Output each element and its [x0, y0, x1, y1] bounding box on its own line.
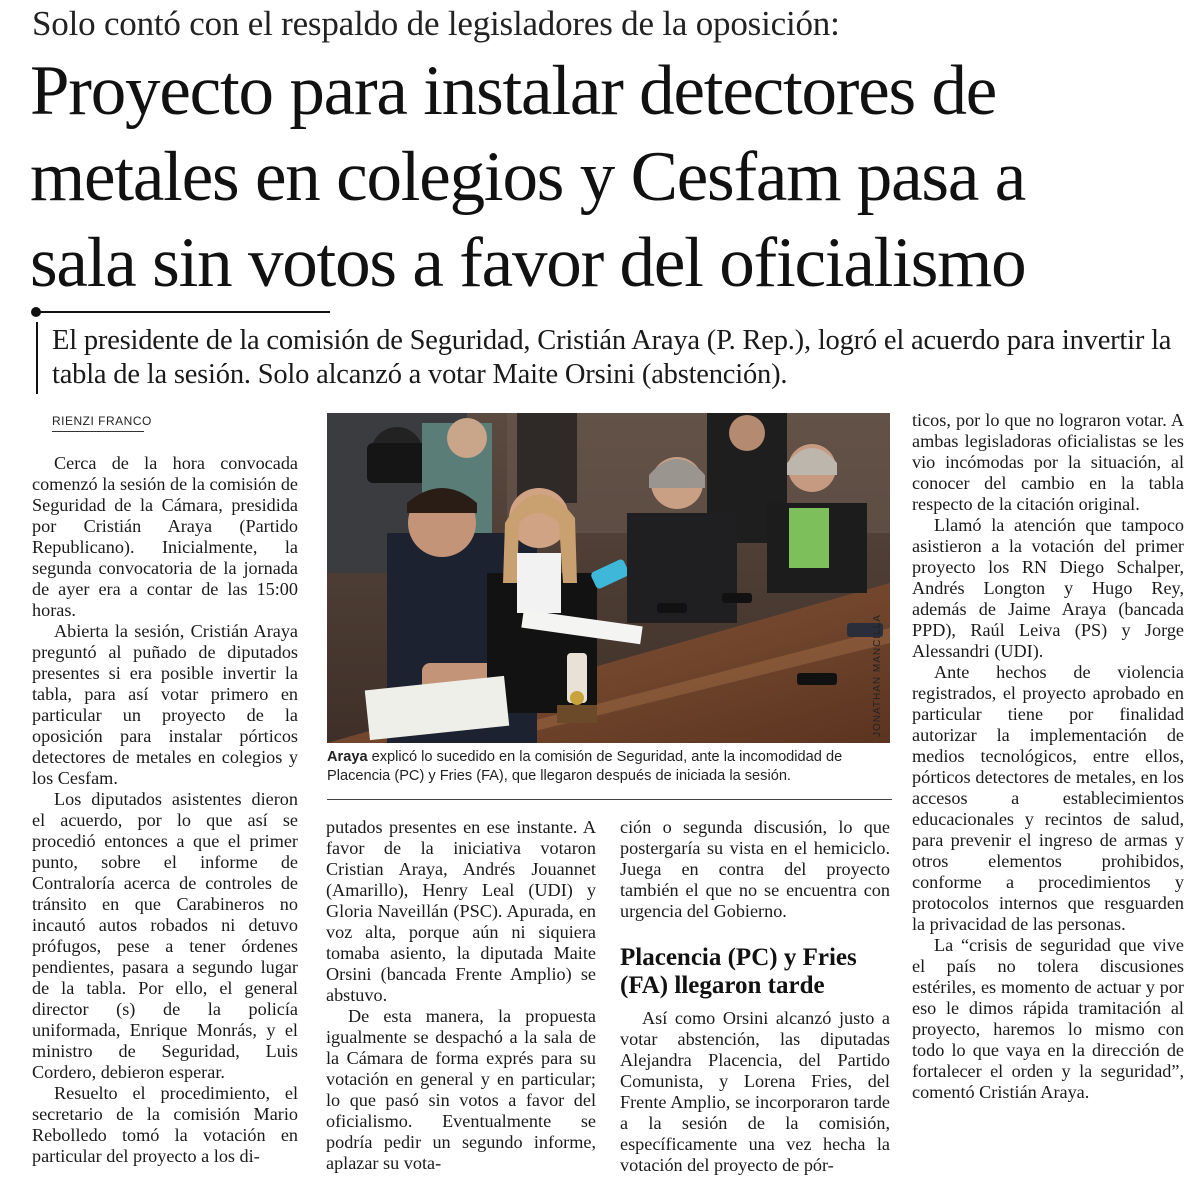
paragraph: Cerca de la hora convocada comenzó la sesión de la comisión de Seguridad de la Cámara, presidida por Cristián Araya (Partido Republicano). Inicialmente, la segunda convocatoria de la jornada de ayer era a contar de las 15:00 horas.	[32, 453, 298, 620]
column-3	[620, 817, 890, 1176]
paragraph: Los diputados asistentes dieron el acuerdo, por lo que así se procedió entonces a que el primer punto, sobre el informe de Contraloría acerca de controles de tránsito en que Carabineros no incautó autos robados ni detuvo prófugos, pese a tener órdenes pendientes, pasara a segundo lugar de la tabla. Por ello, el general director (s) de la policía uniformada, Enrique Monrás, y el ministro de Seguridad, Luis Cordero, debieron esperar.	[32, 789, 298, 1082]
paragraph: Resuelto el procedimiento, el secretario de la comisión Mario Rebolledo tomó la votación en particular del proyecto a los di-	[32, 1083, 298, 1166]
column-4	[912, 410, 1184, 1103]
caption-rule	[327, 799, 892, 800]
paragraph: ticos, por lo que no lograron votar. A ambas legisladoras oficialistas se les vio incómodas por la situación, al conocer del cambio en la tabla respecto de la citación original.	[912, 410, 1184, 514]
headline-line: sala sin votos a favor del oficialismo	[30, 224, 1026, 302]
photo-credit: JONATHAN MANCILLA	[872, 614, 883, 737]
paragraph: Abierta la sesión, Cristián Araya preguntó al puñado de diputados presentes si era posible invertir la tabla, para así votar primero en particular un proyecto de la oposición para instalar pórticos detectores de metales en colegios y los Cesfam.	[32, 621, 298, 788]
deck: El presidente de la comisión de Seguridad, Cristián Araya (P. Rep.), logró el acuerdo para invertir la tabla de la sesión. Solo alcanzó a votar Maite Orsini (abstención).	[52, 325, 1172, 390]
paragraph: Ante hechos de violencia registrados, el proyecto aprobado en particular tiene por finalidad autorizar la implementación de medios tecnológicos, entre ellos, pórticos detectores de metales, en los accesos a establecimientos educacionales y recintos de salud, para prevenir el ingreso de armas y otros elementos prohibidos, conforme a procedimientos y protocolos internos que resguarden la privacidad de las personas.	[912, 662, 1184, 934]
paragraph: putados presentes en ese instante. A favor de la iniciativa votaron Cristian Araya, Andrés Jouannet (Amarillo), Henry Leal (UDI) y Gloria Naveillán (PSC). Apurada, en voz alta, porque aún ni siquiera tomaba asiento, la diputada Maite Orsini (bancada Frente Amplio) se abstuvo.	[326, 817, 596, 1005]
photo-illustration	[327, 413, 890, 743]
caption-text: explicó lo sucedido en la comisión de Seguridad, ante la incomodidad de Placencia (PC) y Fries (FA), que llegaron después de iniciada la sesión.	[327, 749, 843, 784]
headline-line: metales en colegios y Cesfam pasa a	[30, 138, 1026, 216]
headline-line: Proyecto para instalar detectores de	[30, 52, 997, 130]
paragraph: Llamó la atención que tampoco asistieron a la votación del primer proyecto los RN Diego Schalper, Andrés Longton y Hugo Rey, además de Jaime Araya (bancada PPD), Raúl Leiva (PS) y Jorge Alessandri (UDI).	[912, 515, 1184, 661]
caption-lead: Araya	[327, 749, 368, 765]
rule-line	[36, 311, 330, 313]
column-2	[326, 817, 596, 1174]
subheading: Placencia (PC) y Fries (FA) llegaron tarde	[620, 944, 857, 999]
photo-caption	[327, 748, 897, 786]
news-photo	[327, 413, 890, 743]
kicker: Solo contó con el respaldo de legisladores de la oposición:	[32, 4, 840, 43]
column-1	[32, 453, 298, 1167]
headline	[30, 48, 1180, 306]
paragraph: De esta manera, la propuesta igualmente se despachó a la sala de la Cámara de forma exprés para su votación en general y en particular; lo que pasó sin votos a favor del oficialismo. Eventualmente se podría pedir un segundo informe, aplazar su vota-	[326, 1006, 596, 1173]
byline: RIENZI FRANCO	[52, 414, 152, 428]
paragraph: ción o segunda discusión, lo que postergaría su vista en el hemiciclo. Juega en contra del proyecto también el que no se encuentra con urgencia del Gobierno.	[620, 817, 890, 921]
paragraph: La “crisis de seguridad que vive el país no tolera discusiones estériles, es momento de actuar y por eso le dimos rápida tramitación al proyecto, haremos lo mismo con todo lo que vaya en la dirección de fortalecer el orden y la seguridad”, comentó Cristián Araya.	[912, 935, 1184, 1102]
paragraph: Así como Orsini alcanzó justo a votar abstención, las diputadas Alejandra Placencia, del Partido Comunista, y Lorena Fries, del Frente Amplio, se incorporaron tarde a la sesión de la comisión, específicamente una vez hecha la votación del proyecto de pór-	[620, 1008, 890, 1175]
byline-rule	[52, 431, 144, 432]
